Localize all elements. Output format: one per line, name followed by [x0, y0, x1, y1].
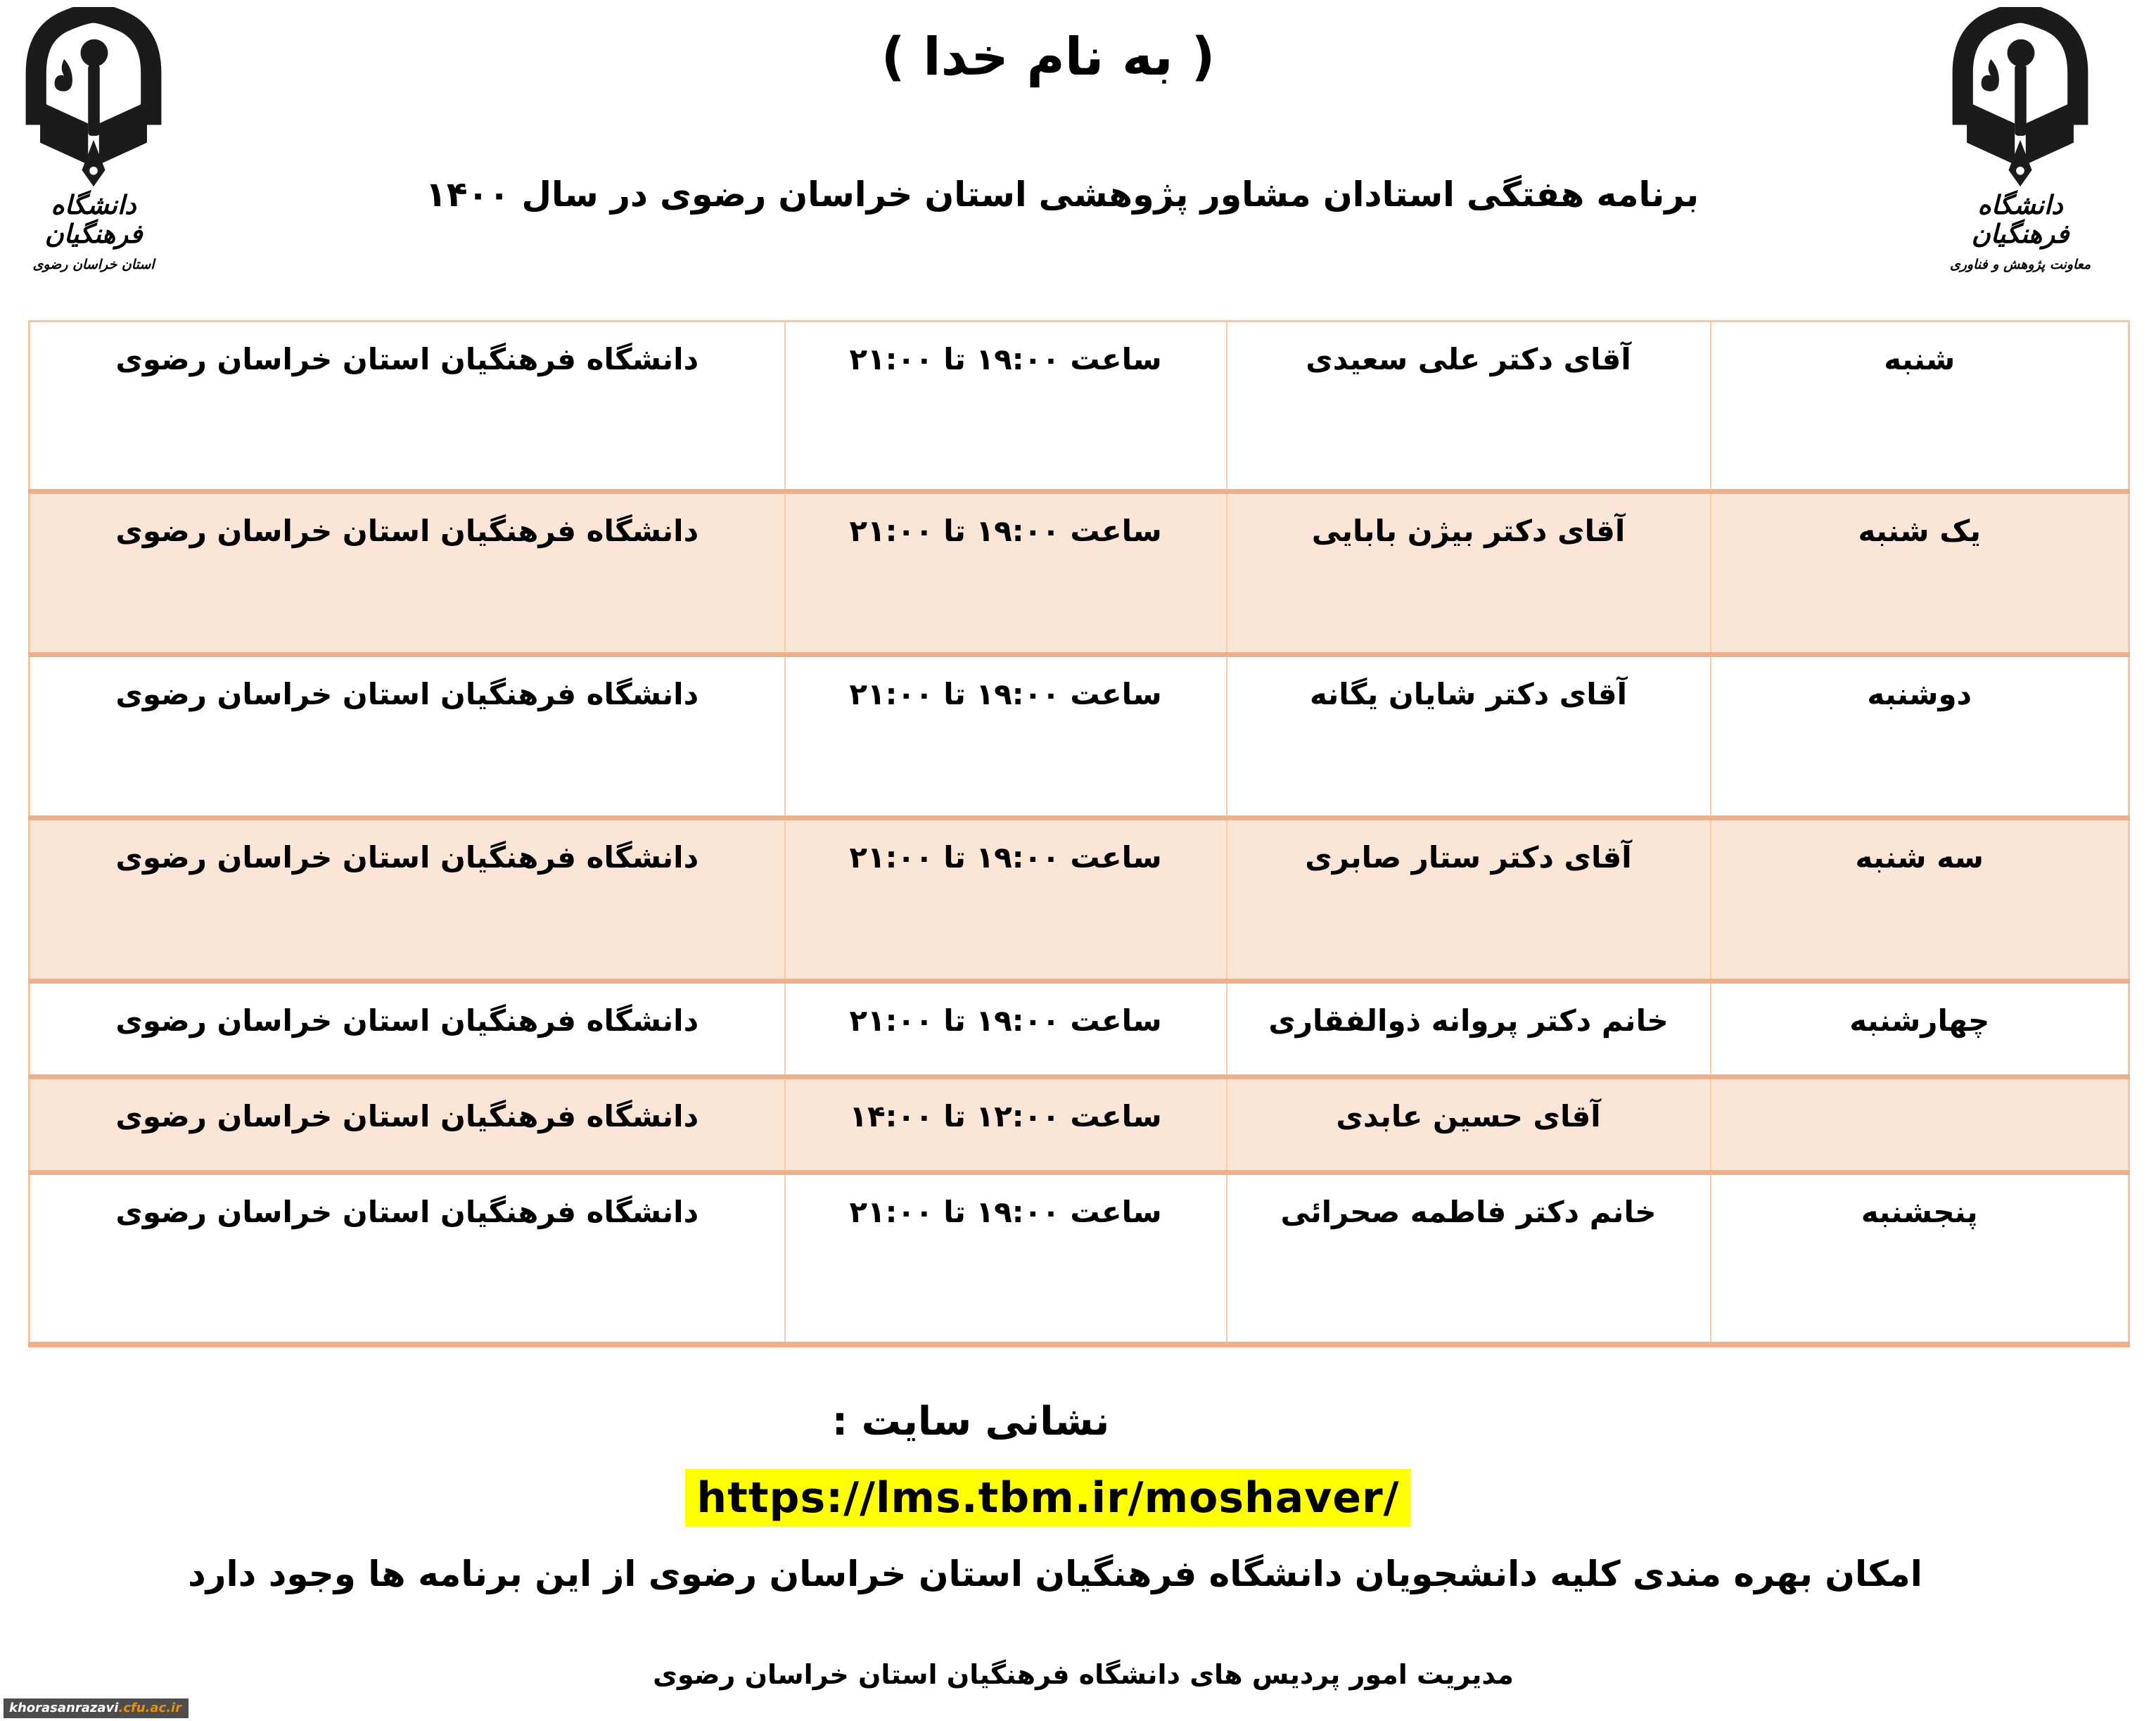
day-cell [1711, 1077, 2129, 1173]
site-url: https://lms.tbm.ir/moshaver/ [685, 1469, 1410, 1527]
location-cell: دانشگاه فرهنگیان استان خراسان رضوی [30, 818, 785, 982]
logo-left-title: دانشگاه فرهنگیان [44, 190, 143, 249]
table-row [30, 982, 2129, 1077]
time-cell: ساعت ۱۹:۰۰ تا ۲۱:۰۰ [785, 322, 1227, 492]
logo-left [6, 7, 181, 272]
availability-note: امکان بهره مندی کلیه دانشجویان دانشگاه فرهنگیان استان خراسان رضوی از این برنامه ها وجود دارد [188, 1554, 1922, 1594]
advisor-cell: آقای حسین عابدی [1227, 1077, 1711, 1173]
bismillah-title: ( به نام خدا ) [881, 27, 1216, 87]
logo-right-title: دانشگاه فرهنگیان [1971, 190, 2069, 249]
table-row [30, 818, 2129, 982]
location-cell: دانشگاه فرهنگیان استان خراسان رضوی [30, 492, 785, 655]
university-emblem-icon [24, 7, 163, 189]
watermark [4, 1698, 189, 1718]
url-line [0, 1469, 2096, 1527]
advisor-cell: خانم دکتر پروانه ذوالفقاری [1227, 982, 1711, 1077]
day-cell: دوشنبه [1711, 655, 2129, 818]
time-cell: ساعت ۱۹:۰۰ تا ۲۱:۰۰ [785, 818, 1227, 982]
day-cell: پنجشنبه [1711, 1173, 2129, 1345]
time-cell: ساعت ۱۹:۰۰ تا ۲۱:۰۰ [785, 982, 1227, 1077]
logo-left-subtitle: استان خراسان رضوی [32, 257, 155, 273]
site-address-label: نشانی سایت : [831, 1399, 1110, 1444]
university-emblem-icon [1951, 7, 2090, 189]
location-cell: دانشگاه فرهنگیان استان خراسان رضوی [30, 1077, 785, 1173]
location-cell: دانشگاه فرهنگیان استان خراسان رضوی [30, 655, 785, 818]
management-credit: مدیریت امور پردیس های دانشگاه فرهنگیان استان خراسان رضوی [653, 1659, 1514, 1690]
time-cell: ساعت ۱۹:۰۰ تا ۲۱:۰۰ [785, 492, 1227, 655]
day-cell: یک شنبه [1711, 492, 2129, 655]
watermark-domain: .cfu.ac.ir [118, 1701, 182, 1715]
time-cell: ساعت ۱۲:۰۰ تا ۱۴:۰۰ [785, 1077, 1227, 1173]
time-cell: ساعت ۱۹:۰۰ تا ۲۱:۰۰ [785, 1173, 1227, 1345]
day-cell: چهارشنبه [1711, 982, 2129, 1077]
day-cell: سه شنبه [1711, 818, 2129, 982]
location-cell: دانشگاه فرهنگیان استان خراسان رضوی [30, 982, 785, 1077]
logo-right [1932, 7, 2108, 272]
schedule-table [28, 320, 2130, 1347]
table-row [30, 655, 2129, 818]
location-cell: دانشگاه فرهنگیان استان خراسان رضوی [30, 322, 785, 492]
table-row [30, 1077, 2129, 1173]
watermark-site: khorasanrazavi [9, 1701, 119, 1715]
advisor-cell: آقای دکتر علی سعیدی [1227, 322, 1711, 492]
table-row [30, 322, 2129, 492]
advisor-cell: آقای دکتر ستار صابری [1227, 818, 1711, 982]
advisor-cell: خانم دکتر فاطمه صحرائی [1227, 1173, 1711, 1345]
table-row [30, 492, 2129, 655]
logo-right-subtitle: معاونت پژوهش و فناوری [1949, 257, 2091, 273]
advisor-cell: آقای دکتر شایان یگانه [1227, 655, 1711, 818]
page-title: برنامه هفتگی استادان مشاور پژوهشی استان خراسان رضوی در سال ۱۴۰۰ [425, 174, 1699, 215]
time-cell: ساعت ۱۹:۰۰ تا ۲۱:۰۰ [785, 655, 1227, 818]
table-row [30, 1173, 2129, 1345]
day-cell: شنبه [1711, 322, 2129, 492]
location-cell: دانشگاه فرهنگیان استان خراسان رضوی [30, 1173, 785, 1345]
advisor-cell: آقای دکتر بیژن بابایی [1227, 492, 1711, 655]
